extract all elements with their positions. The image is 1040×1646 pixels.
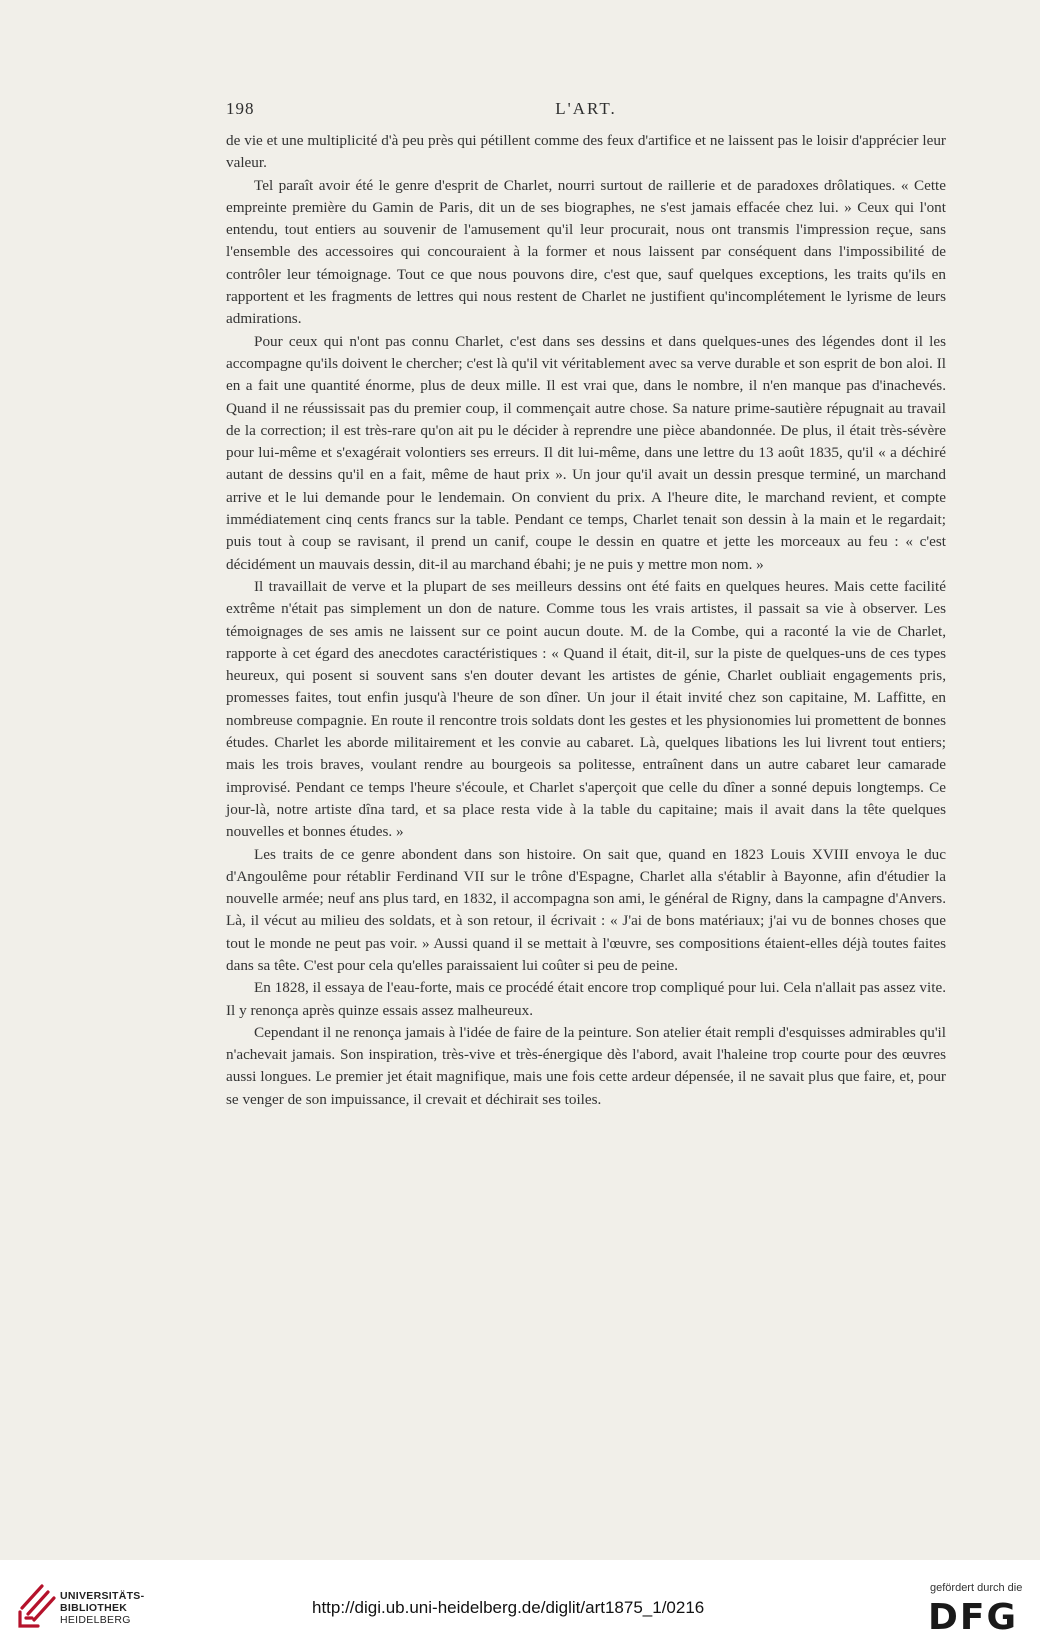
funding-caption: gefördert durch die — [930, 1582, 1023, 1594]
dfg-logo: DFG — [928, 1597, 1019, 1638]
paragraph-6: En 1828, il essaya de l'eau-forte, mais ce procédé était encore trop compliqué pour lui. Cela n'allait pas assez vite. Il y renonça après quinze essais assez malheureux. — [226, 979, 946, 1019]
university-library-logo-icon — [12, 1582, 56, 1628]
running-head: L'ART. — [555, 99, 617, 118]
page-number: 198 — [226, 99, 255, 118]
library-line-2: BIBLIOTHEK — [60, 1602, 128, 1614]
library-line-1: UNIVERSITÄTS- — [60, 1590, 145, 1602]
page-header — [226, 99, 946, 123]
permalink-url[interactable]: http://digi.ub.uni-heidelberg.de/diglit/art1875_1/0216 — [312, 1598, 705, 1617]
library-line-3: HEIDELBERG — [60, 1614, 131, 1626]
paragraph-2: Tel paraît avoir été le genre d'esprit de Charlet, nourri surtout de raillerie et de paradoxes drôlatiques. « Cette empreinte première du Gamin de Paris, dit un de ses biographes, ne s'est jamais effacée chez lui. » Ceux qui l'ont entendu, tout entiers au souvenir de l'amusement qu'il leur procurait, nous ont transmis l'impression reçue, sans l'ensemble des accessoires qui concouraient à la former et nous laissent par conséquent dans l'impossibilité de contrôler leur témoignage. Tout ce que nous pouvons dire, c'est que, sauf quelques exceptions, les traits qu'ils en rapportent et les fragments de lettres qui nous restent de Charlet ne justifient qu'incomplétement le lyrisme de leurs admirations. — [226, 176, 946, 328]
library-name — [60, 1590, 144, 1626]
paragraph-1: de vie et une multiplicité d'à peu près qui pétillent comme des feux d'artifice et ne laissent pas le loisir d'apprécier leur valeur. — [226, 132, 946, 172]
paragraph-7: Cependant il ne renonça jamais à l'idée de faire de la peinture. Son atelier était rempli d'esquisses admirables qu'il n'achevait jamais. Son inspiration, très-vive et très-énergique dès l'abord, avait l'haleine trop courte pour des œuvres aussi longues. Le premier jet était magnifique, mais une fois cette ardeur dépensée, il ne savait plus que faire, et, pour se venger de son impuissance, il crevait et déchirait ses toiles. — [226, 1023, 946, 1108]
viewer-footer — [0, 1560, 1040, 1646]
body-text — [226, 130, 946, 1111]
paragraph-4: Il travaillait de verve et la plupart de ses meilleurs dessins ont été faits en quelques heures. Mais cette facilité extrême n'était pas simplement un don de nature. Comme tous les vrais artistes, il passait sa vie à observer. Les témoignages de ses amis ne laissent sur ce point aucun doute. M. de la Combe, qui a raconté la vie de Charlet, rapporte à cet égard des anecdotes caractéristiques : « Quand il était, dit-il, sur la piste de quelques-uns de ces types heureux, qui posent si souvent sans s'en douter devant les artistes de génie, Charlet oubliait engagements pris, promesses faites, tout enfin jusqu'à l'heure de son dîner. Un jour il était invité chez son capitaine, M. Laffitte, en nombreuse compagnie. En route il rencontre trois soldats dont les gestes et les physionomies lui promettent de bonnes études. Charlet les aborde militairement et les convie au cabaret. Là, quelques libations les lui livrent tout entiers; mais les trois braves, voulant rendre au bourgeois sa politesse, entraînent dans un autre cabaret leur camarade improvisé. Pendant ce temps l'heure s'écoule, et Charlet s'aperçoit que celle du dîner a sonné depuis longtemps. Ce jour-là, notre artiste dîna tard, et sa place resta vide à la table du capitaine; mais il avait dans la tête quelques nouvelles et bonnes études. » — [226, 577, 946, 841]
paragraph-5: Les traits de ce genre abondent dans son histoire. On sait que, quand en 1823 Louis XVIII envoya le duc d'Angoulême pour rétablir Ferdinand VII sur le trône d'Espagne, Charlet alla s'établir à Bayonne, afin d'étudier la nouvelle armée; neuf ans plus tard, en 1832, il accompagna son ami, le général de Rigny, dans la campagne d'Anvers. Là, il vécut au milieu des soldats, et à son retour, il écrivait : « J'ai de bons matériaux; j'ai vu de bonnes choses que tout le monde ne peut pas voir. » Aussi quand il se mettait à l'œuvre, ses compositions étaient-elles déjà toutes faites dans sa tête. C'est pour cela qu'elles paraissaient lui coûter si peu de peine. — [226, 845, 946, 974]
paragraph-3: Pour ceux qui n'ont pas connu Charlet, c'est dans ses dessins et dans quelques-unes des légendes dont il les accompagne qu'ils doivent le chercher; c'est là qu'il vit véritablement avec sa verve durable et son esprit de bon aloi. Il en a fait une quantité énorme, plus de deux mille. Il est vrai que, dans le nombre, il n'en manque pas d'inachevés. Quand il ne réussissait pas du premier coup, il commençait autre chose. Sa nature prime-sautière répugnait au travail de la correction; il est très-rare qu'on ait pu le décider à reprendre une pièce abandonnée. De plus, il était très-sévère pour lui-même et s'exagérait volontiers ses erreurs. Il dit lui-même, dans une lettre du 13 août 1835, qu'il « a déchiré autant de dessins qu'il en a fait, même de haut prix ». Un jour qu'il avait un dessin presque terminé, un marchand arrive et le lui demande pour le lendemain. On convient du prix. A l'heure dite, le marchand revient, et compte immédiatement cinq cents francs sur la table. Pendant ce temps, Charlet tenait son dessin à la main et le regardait; puis tout à coup se ravisant, il prend un canif, coupe le dessin en quatre et jette les morceaux au feu : « c'est décidément un mauvais dessin, dit-il au marchand ébahi; je ne puis y mettre mon nom. » — [226, 332, 946, 573]
